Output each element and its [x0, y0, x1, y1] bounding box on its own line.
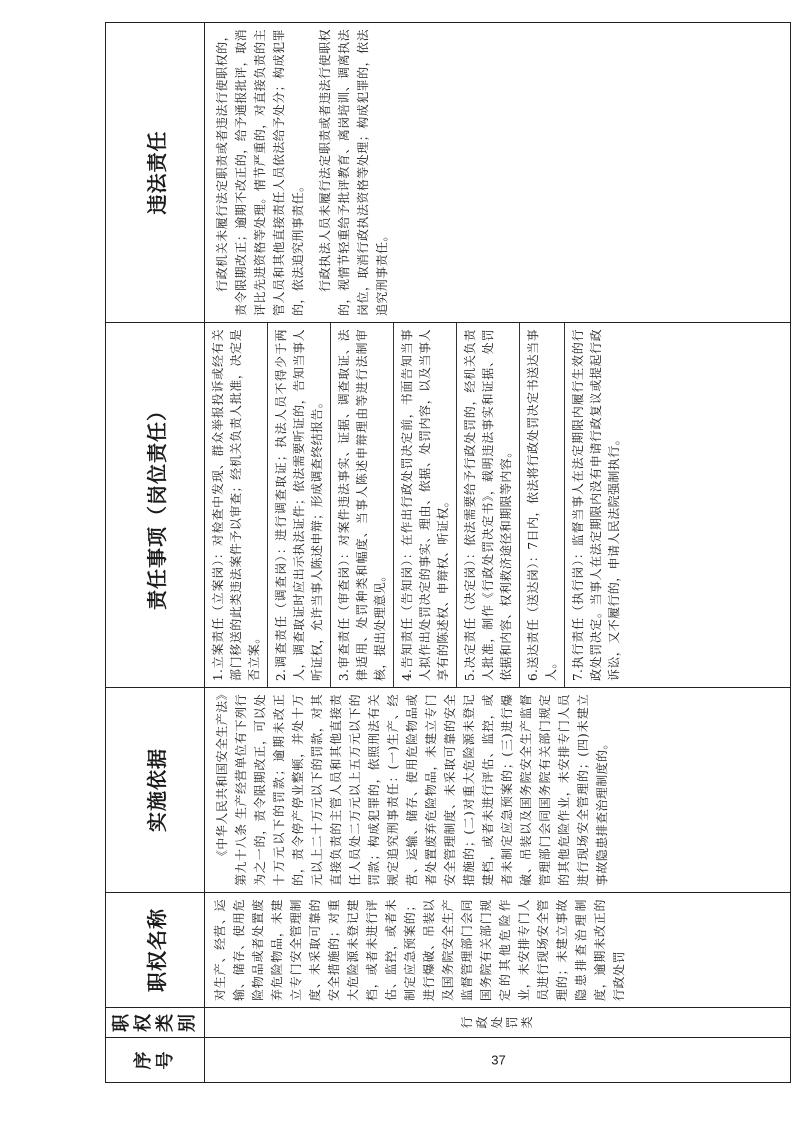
header-row: [106, 23, 205, 1083]
duty-item: 5.决定责任（决定岗）：依法需要给予行政处罚的，经机关负责人批准，制作《行政处罚决定书》，载明违法事实和证据、处罚依据和内容、权利救济途径和期限等内容。: [457, 323, 520, 687]
duty-item: 7.执行责任（执行岗）：监督当事人在法定期限内履行生效的行政处罚决定。当事人在法定期限内没有申请行政复议或提起行政诉讼，又不履行的，申请人民法院强制执行。: [571, 329, 621, 681]
liability-paragraph: 行政执法人员未履行法定职责或者违法行使职权的，视情节轻重给予批评教育、离岗培训、调离执法岗位，取消行政执法资格等处理；构成犯罪的，依法追究刑事责任。: [318, 29, 389, 316]
cell-name: [205, 893, 791, 1008]
authority-name: 对生产、经营、运输、储存、使用危险物品或者处置废弃危险物品，未建立专门安全管理制度、未采取可靠的安全措施的；对重大危险源未登记建档，或者未进行评估、监控，或者未制定应急预案的；进行爆破、吊装以及国务院安全生产监督管理部门会同国务院有关部门规定的其他危险作业，未安排专门人员进行现场安全管理的；未建立事故隐患排查治理制度，逾期未改正的行政处罚: [213, 899, 626, 1001]
duty-item: 3.审查责任（审查岗）：对案件违法事实、证据、调查取证、法律适用、处罚种类和幅度、当事人陈述申辩理由等进行法制审核，提出处理意见。: [331, 323, 394, 687]
seq-number: 37: [491, 1052, 506, 1068]
duty-item: 4.告知责任（告知岗）：在作出行政处罚决定前，书面告知当事人拟作出处罚决定的事实、理由、依据、处罚内容，以及当事人享有的陈述权、申辩权、听证权。: [394, 323, 457, 687]
liability-paragraph: 行政机关未履行法定职责或者违法行使职权的，责令限期改正；逾期不改正的，给予通报批评，取消评比先进资格等处理。情节严重的，对直接负责的主管人员和其他直接责任人员依法给予处分；构成犯罪的，依法追究刑事责任。: [215, 29, 305, 316]
table-row: [205, 23, 791, 1083]
cell-liability: [205, 23, 791, 323]
rotated-table-wrapper: [105, 23, 791, 1083]
header-basis: 实施依据: [106, 688, 205, 893]
header-name: 职权名称: [106, 893, 205, 1008]
header-duties: 责任事项（岗位责任）: [106, 323, 205, 688]
authority-table: [105, 22, 791, 1083]
header-liability: 违法责任: [106, 23, 205, 323]
header-seq: 序号: [106, 1038, 205, 1083]
duty-item: 2.调查责任（调查岗）：进行调查取证；执法人员不得少于两人，调查取证时应出示执法证件；依法需要听证的，告知当事人听证权，允许当事人陈述申辩；形成调查终结报告。: [268, 323, 331, 687]
basis-text: 《中华人民共和国安全生产法》第九十八条 生产经营单位有下列行为之一的，责令限期改正，可以处十万元以下的罚款；逾期未改正的，责令停产停业整顿，并处十万元以上二十万元以下的罚款，对其直接负责的主管人员和其他直接责任人员处二万元以上五万元以下的罚款；构成犯罪的，依照刑法有关规定追究刑事责任：(一)生产、经营、运输、储存、使用危险物品或者处置废弃危险物品，未建立专门安全管理制度、未采取可靠的安全措施的；(二)对重大危险源未登记建档，或者未进行评估、监控，或者未制定应急预案的；(三)进行爆破、吊装以及国务院安全生产监督管理部门会同国务院有关部门规定的其他危险作业，未安排专门人员进行现场安全管理的；(四)未建立事故隐患排查治理制度的。: [215, 694, 609, 886]
category-text: 行政处罚类: [460, 1016, 534, 1029]
cell-seq: [205, 1038, 791, 1083]
duty-item: 6.送达责任（送达岗）：7日内，依法将行政处罚决定书送达当事人。: [520, 323, 565, 687]
cell-category: [205, 1008, 791, 1038]
header-category: 职权类别: [106, 1008, 205, 1038]
cell-duties: [205, 323, 791, 688]
cell-basis: [205, 688, 791, 893]
duty-item: 1.立案责任（立案岗）：对检查中发现、群众举报投诉或经有关部门移送的此类违法案件予以审查；经机关负责人批准，决定是否立案。: [205, 323, 268, 687]
